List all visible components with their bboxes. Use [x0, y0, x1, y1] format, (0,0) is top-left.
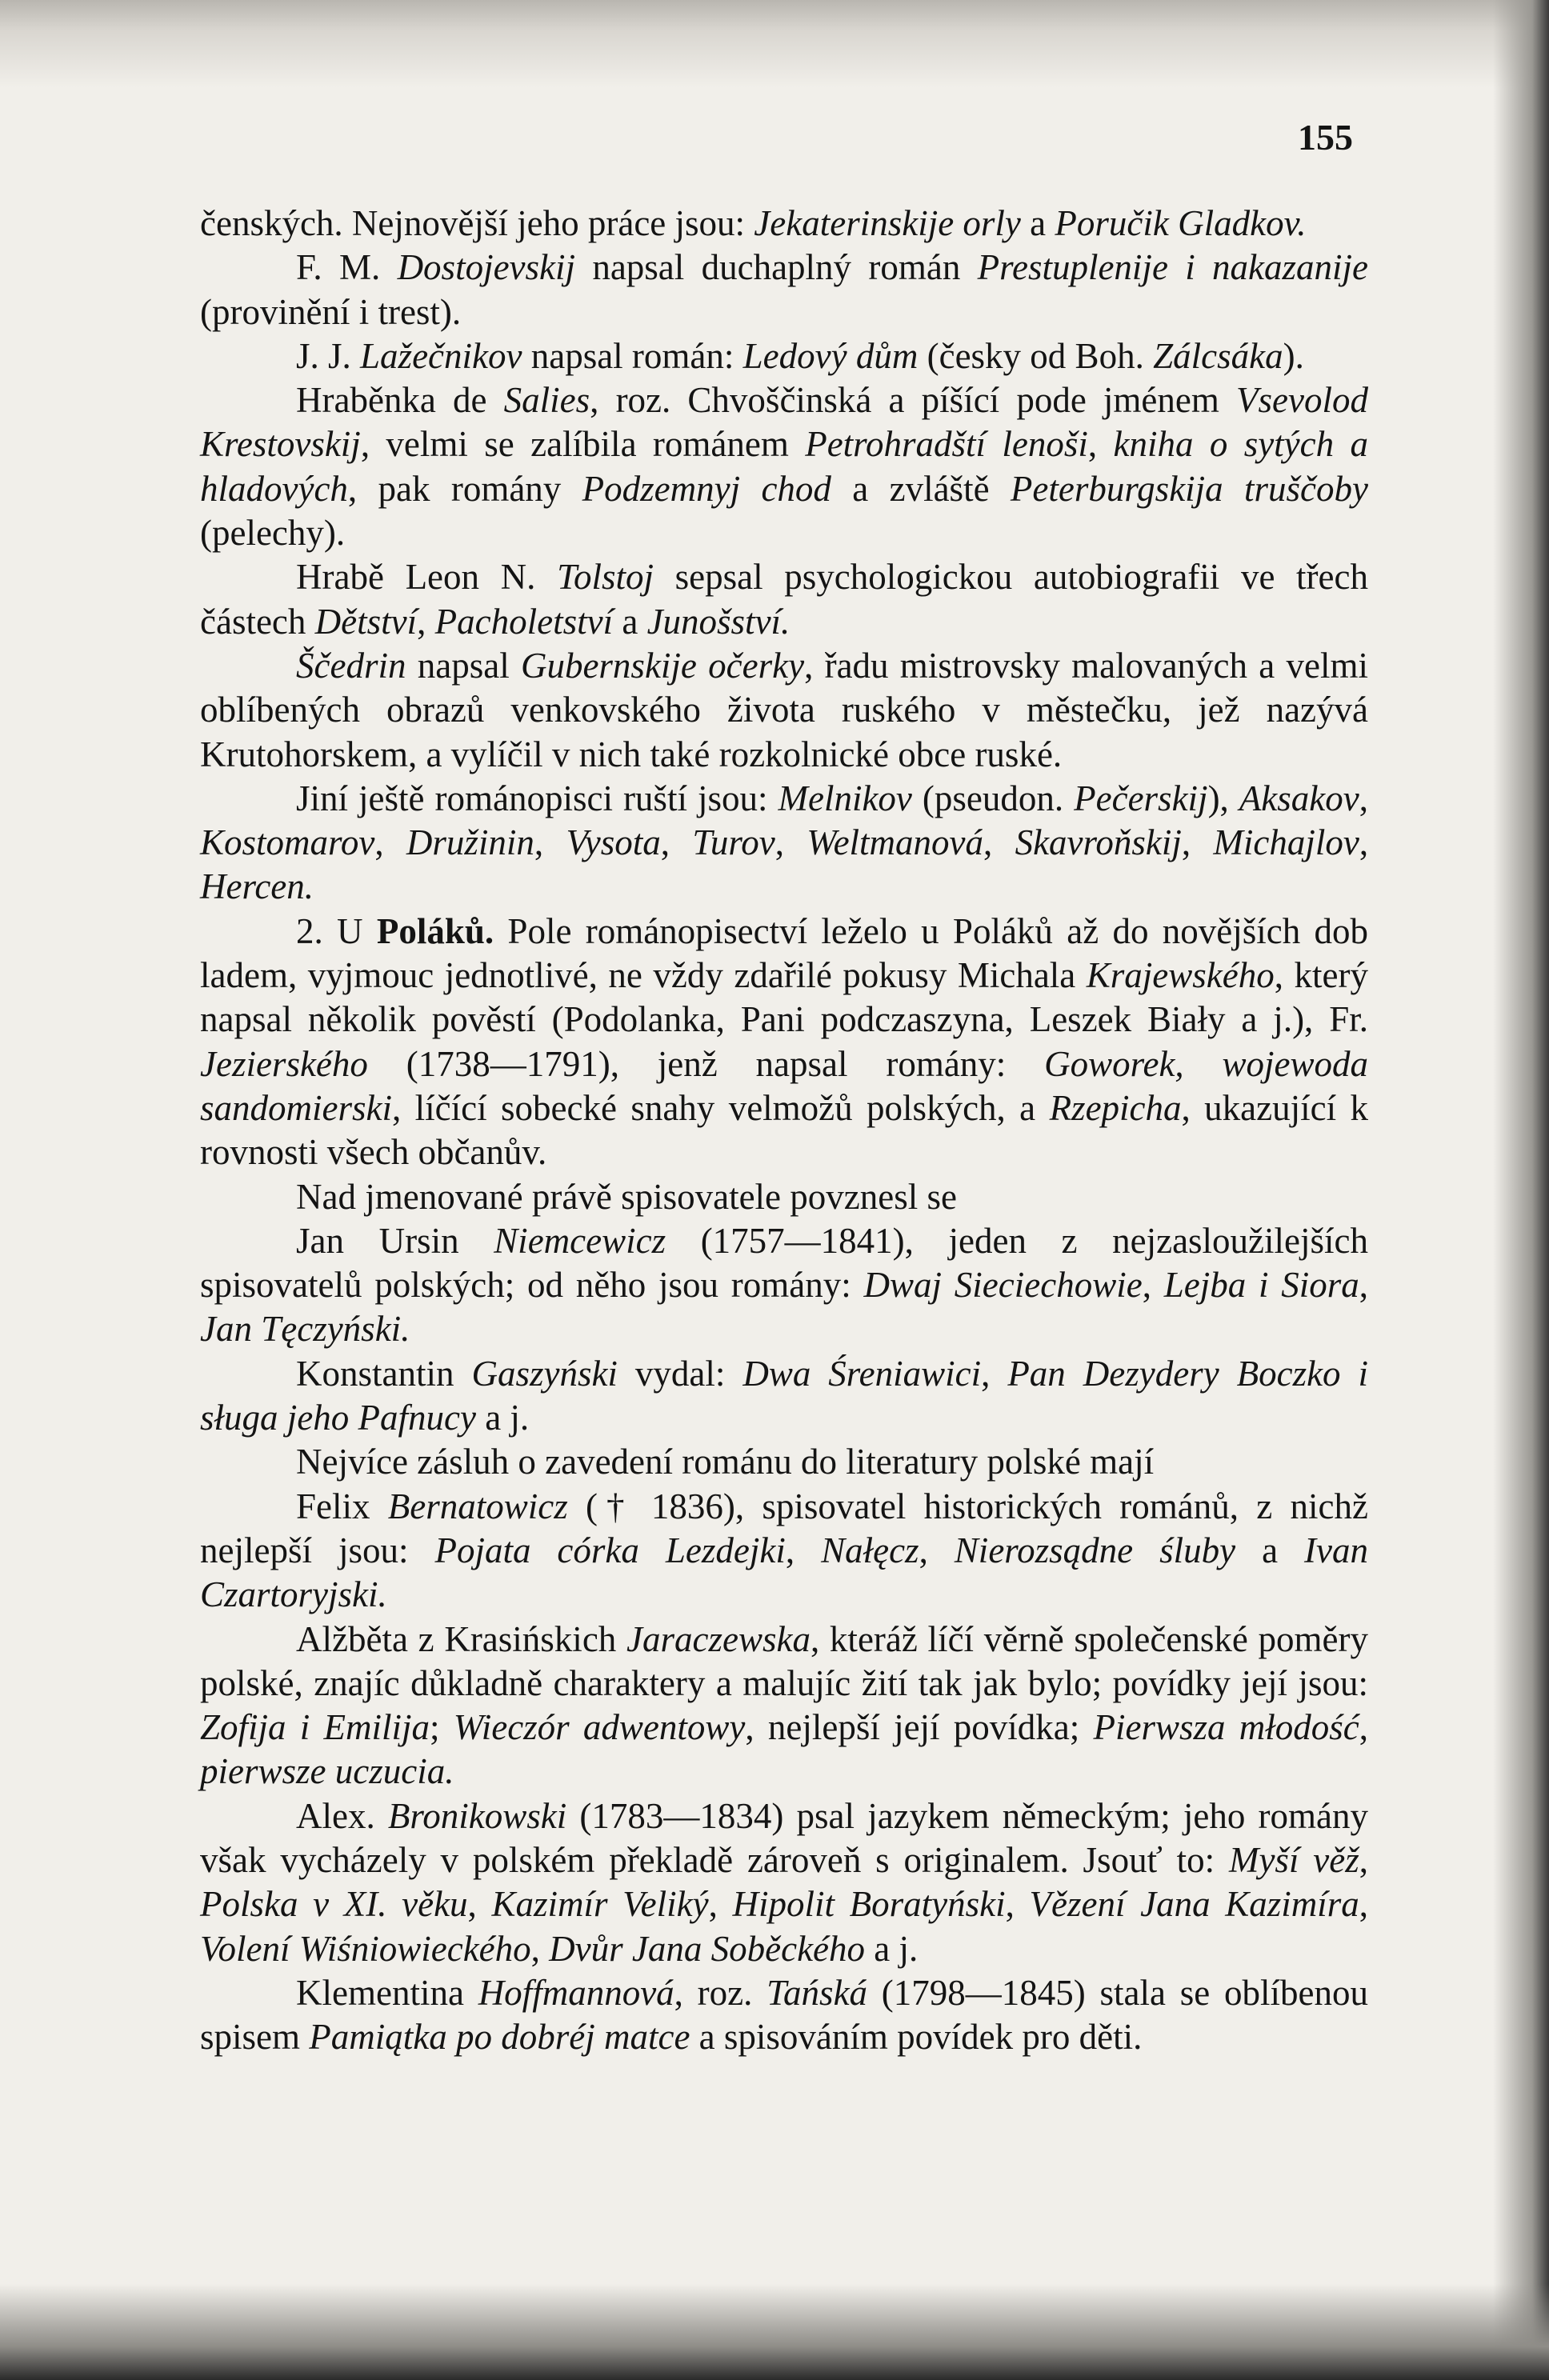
text-run: ,: [708, 1884, 733, 1925]
text-run: , který napsal několik pověstí (Podolanka, Pani podczaszyna, Leszek Biały a j.), Fr.: [200, 955, 1368, 1040]
italic-text: Zálcsáka: [1153, 335, 1283, 376]
text-run: ,: [981, 1353, 1008, 1394]
page-number: 155: [1298, 117, 1353, 158]
text-run: Hraběnka de: [296, 380, 504, 421]
paragraph: [200, 1219, 1368, 1352]
italic-text: Hoffmannová: [478, 1972, 674, 2013]
text-run: ,: [534, 822, 566, 863]
text-run: , velmi se zalíbila románem: [360, 424, 806, 465]
paragraph: [200, 910, 1368, 1175]
italic-text: Gubernskije očerky: [520, 645, 805, 686]
italic-text: Hercen.: [200, 866, 314, 907]
text-run: a: [613, 601, 647, 642]
text-run: Pole románopisectví leželo u Poláků až do novějších dob ladem, vyjmouc jednotlivé, ne vždy zdařilé pokusy Michala: [200, 910, 1368, 996]
italic-text: Podzemnyj chod: [582, 468, 831, 509]
paragraph: [200, 378, 1368, 555]
italic-text: Jekaterinskije orly: [754, 203, 1021, 243]
italic-text: Salies: [503, 380, 590, 421]
italic-text: Pierwsza młodość: [1093, 1707, 1359, 1748]
italic-text: Weltmanová: [807, 822, 984, 863]
text-run: (česky od Boh.: [918, 335, 1154, 376]
italic-text: Jezierského: [200, 1043, 368, 1084]
text-run: († 1836), spisovatel historických románů, z nichž nejlepší jsou:: [200, 1486, 1368, 1570]
text-run: Konstantin: [296, 1353, 472, 1394]
italic-text: Kazimír Veliký: [491, 1884, 709, 1925]
page-top-shadow: [0, 0, 1549, 88]
text-run: ,: [919, 1530, 955, 1570]
paragraph: [200, 1794, 1368, 1971]
italic-text: Jaraczewska: [626, 1618, 811, 1659]
text-run: , roz. Chvoščinská a píšící pode jménem: [590, 380, 1237, 421]
text-run: a: [1235, 1530, 1305, 1570]
text-run: 2. U: [296, 910, 377, 951]
italic-text: Michajlov: [1213, 822, 1359, 863]
italic-text: Jan Tęczyński.: [200, 1309, 410, 1350]
italic-text: Pojata córka Lezdejki: [434, 1530, 786, 1570]
italic-text: Goworek, wojewoda sandomierski: [200, 1043, 1369, 1128]
italic-text: Nierozsądne śluby: [954, 1530, 1236, 1570]
italic-text: Bernatowicz: [387, 1486, 568, 1526]
italic-text: Petrohradští lenoši: [805, 424, 1088, 465]
text-run: ;: [429, 1707, 454, 1748]
page-bottom-shadow: [0, 2284, 1549, 2380]
text-run: (provinění i trest).: [200, 291, 462, 332]
italic-text: Bronikowski: [387, 1795, 567, 1836]
text-run: a spisováním povídek pro děti.: [690, 2017, 1143, 2058]
text-run: ).: [1283, 335, 1304, 376]
paragraph: [200, 1485, 1368, 1618]
text-run: a: [1020, 203, 1055, 243]
text-run: a j.: [865, 1928, 919, 1969]
paragraph: [200, 1440, 1368, 1484]
paragraph: [200, 1618, 1368, 1794]
text-run: Klementina: [296, 1972, 478, 2013]
text-run: Felix: [296, 1486, 388, 1526]
italic-text: Ledový dům: [742, 335, 919, 376]
text-run: napsal: [406, 645, 521, 686]
text-run: ,: [467, 1884, 492, 1925]
italic-text: Lejba i Siora: [1163, 1265, 1359, 1306]
text-run: ,: [417, 601, 435, 642]
text-run: Hrabě Leon N.: [296, 557, 558, 598]
text-run: ,: [1359, 1884, 1369, 1925]
italic-text: Dostojevskij: [397, 247, 576, 288]
italic-text: Aksakov: [1239, 778, 1359, 818]
text-run: ,: [1181, 822, 1214, 863]
italic-text: Niemcewicz: [494, 1220, 666, 1261]
italic-text: Myší věž: [1228, 1839, 1359, 1880]
italic-text: Pacholetství: [434, 601, 614, 642]
text-run: Jiní ještě románopisci ruští jsou:: [296, 778, 779, 818]
text-run: ,: [374, 822, 406, 863]
text-run: (1798—1845) stala se oblíbenou spisem: [200, 1972, 1368, 2058]
text-run: sepsal psychologickou autobiografii ve třech částech: [200, 557, 1368, 642]
text-run: ,: [1087, 424, 1114, 465]
italic-text: Pečerskij: [1074, 778, 1208, 818]
italic-text: Ivan Czartoryjski.: [200, 1530, 1369, 1615]
italic-text: Tolstoj: [557, 557, 654, 598]
text-run: napsal román:: [522, 335, 743, 376]
italic-text: Peterburgskija truščoby: [1010, 468, 1368, 509]
text-run: Jan Ursin: [296, 1220, 494, 1261]
italic-text: Vězení Jana Kazimíra: [1029, 1884, 1359, 1925]
text-run: ,: [983, 822, 1015, 863]
text-run: (pseudon.: [911, 778, 1075, 818]
italic-text: Prestuplenije i nakazanije: [977, 247, 1368, 288]
italic-text: Turov: [692, 822, 775, 863]
text-run: , ukazující k rovnosti všech občanův.: [200, 1087, 1368, 1173]
italic-text: Gaszyński: [471, 1353, 618, 1394]
text-run: (1738—1791), jenž napsal romány:: [367, 1043, 1045, 1084]
paragraph: [200, 1971, 1368, 2060]
paragraph: [200, 246, 1368, 334]
italic-text: Pan Dezydery Boczko i sługa jeho Pafnucy: [200, 1353, 1369, 1438]
text-run: ),: [1207, 778, 1239, 818]
text-run: a zvláště: [831, 468, 1011, 509]
italic-text: Poručik Gladkov.: [1055, 203, 1307, 243]
paragraph: [200, 777, 1368, 910]
text-run: (1783—1834) psal jazykem německým; jeho romány však vycházely v polském překladě zároveň s originalem. Jsouť to:: [200, 1795, 1368, 1880]
italic-text: Tańská: [766, 1972, 868, 2013]
italic-text: Krajewského: [1086, 955, 1275, 996]
paragraph: [200, 1352, 1368, 1441]
italic-text: Dětství: [314, 601, 418, 642]
text-run: čenských. Nejnovější jeho práce jsou:: [200, 203, 754, 243]
text-run: a j.: [475, 1398, 530, 1438]
page-right-shadow: [1493, 0, 1549, 2380]
italic-text: Volení Wiśniowieckého: [200, 1928, 531, 1969]
text-run: , nejlepší její povídka;: [745, 1707, 1094, 1748]
italic-text: Zofija i Emilija: [200, 1707, 430, 1748]
text-run: Alžběta z Krasińskich: [296, 1618, 627, 1659]
italic-text: Dwa Śreniawici: [742, 1353, 982, 1394]
italic-text: Dvůr Jana Soběckého: [549, 1928, 866, 1969]
text-run: (1757—1841), jeden z nejzasloužilejších spisovatelů polských; od něho jsou romány:: [200, 1220, 1368, 1306]
paragraph: [200, 555, 1368, 644]
italic-text: Polska v XI. věku: [200, 1884, 468, 1925]
text-run: ,: [1359, 1839, 1368, 1880]
bold-text: Poláků.: [376, 910, 494, 951]
text-run: (pelechy).: [200, 513, 346, 554]
body-text: [200, 202, 1368, 2059]
paragraph: [200, 1175, 1368, 1219]
italic-text: pierwsze uczucia.: [200, 1751, 454, 1792]
text-run: ,: [785, 1530, 822, 1570]
text-run: , líčící sobecké snahy velmožů polských, a: [392, 1087, 1050, 1128]
text-run: Nad jmenované právě spisovatele povznesl se: [296, 1176, 957, 1217]
italic-text: Nałęcz: [821, 1530, 919, 1570]
text-run: Nejvíce zásluh o zavedení románu do literatury polské mají: [296, 1442, 1155, 1482]
text-run: , roz.: [674, 1972, 767, 2013]
italic-text: Družinin: [406, 822, 534, 863]
text-run: ,: [1359, 778, 1368, 818]
text-run: ,: [1359, 1707, 1368, 1748]
text-run: Alex.: [296, 1795, 388, 1836]
italic-text: Skavroňskij: [1015, 822, 1182, 863]
italic-text: Vysota: [566, 822, 661, 863]
text-run: ,: [1142, 1265, 1164, 1306]
italic-text: Junošství.: [646, 601, 791, 642]
paragraph: [200, 334, 1368, 378]
text-run: ,: [660, 822, 693, 863]
italic-text: kniha o sytých a hladových: [200, 424, 1368, 509]
italic-text: Dwaj Sieciechowie: [863, 1265, 1143, 1306]
paragraph: [200, 644, 1368, 777]
italic-text: Hipolit Boratyński: [732, 1884, 1006, 1925]
text-run: , řadu mistrovsky malovaných a velmi oblíbených obrazů venkovského života ruského v městečku, jež nazývá Krutohorskem, a vylíčil v nich také rozkolnické obce ruské.: [200, 645, 1368, 774]
paragraph: [200, 202, 1368, 246]
text-run: ,: [530, 1928, 550, 1969]
italic-text: Kostomarov: [200, 822, 375, 863]
text-run: F. M.: [296, 247, 398, 288]
italic-text: Lažečnikov: [360, 335, 522, 376]
text-run: ,: [1005, 1884, 1030, 1925]
text-run: , pak romány: [347, 468, 582, 509]
text-run: vydal:: [617, 1353, 743, 1394]
italic-text: Melnikov: [778, 778, 912, 818]
text-run: J. J.: [296, 335, 361, 376]
italic-text: Ščedrin: [296, 645, 406, 686]
text-run: ,: [1359, 1265, 1369, 1306]
italic-text: Vsevolod Krestovskij: [200, 380, 1368, 465]
text-run: ,: [1359, 822, 1369, 863]
text-run: napsal duchaplný román: [575, 247, 978, 288]
text-run: , kteráž líčí věrně společenské poměry polské, znajíc důkladně charaktery a malujíc žití tak jak bylo; povídky její jsou:: [200, 1618, 1369, 1703]
italic-text: Wieczór adwentowy: [453, 1707, 746, 1748]
italic-text: Pamiątka po dobréj matce: [309, 2017, 690, 2058]
text-run: ,: [774, 822, 807, 863]
italic-text: Rzepicha: [1049, 1087, 1182, 1128]
